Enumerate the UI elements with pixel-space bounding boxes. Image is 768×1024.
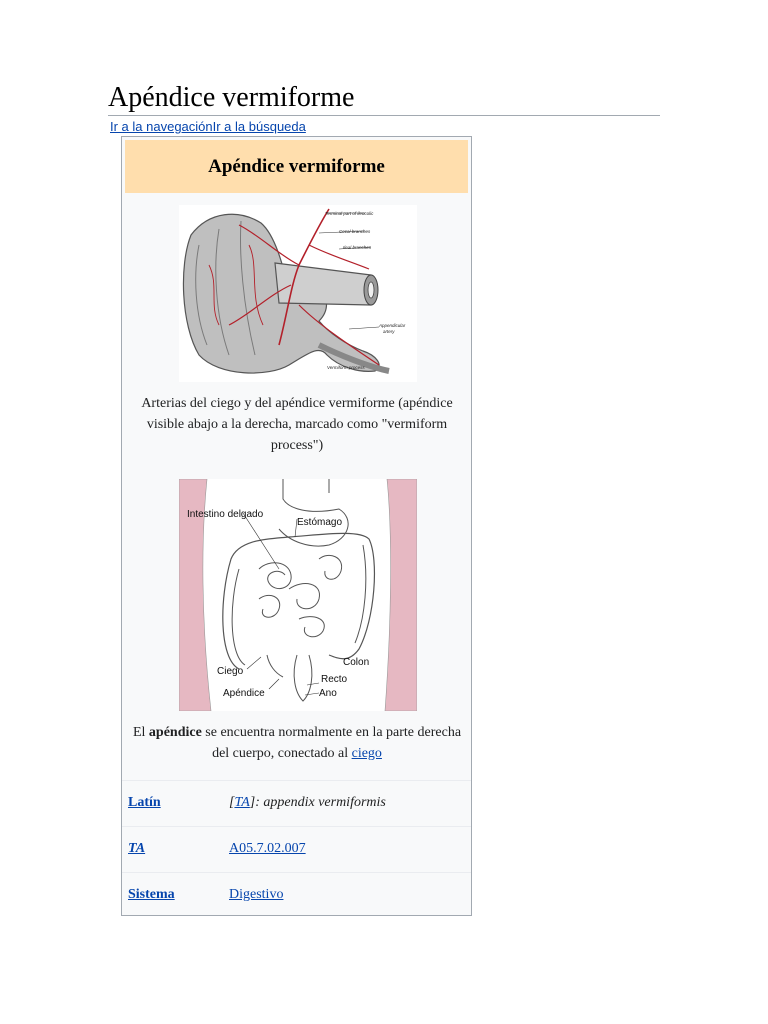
latin-value-prefix: [ — [229, 795, 235, 810]
image2-caption — [128, 722, 466, 764]
infobox-row-latin — [122, 781, 471, 826]
label-terminal-part: Terminal part of ileocolic — [325, 211, 374, 216]
latin-value — [229, 795, 386, 811]
ta-label-link[interactable]: TA — [128, 841, 146, 856]
label-ano: Ano — [319, 688, 337, 699]
ciego-link[interactable]: ciego — [351, 746, 382, 761]
label-ileal-branches: Ileal branches — [343, 245, 372, 250]
label-cecal-branches: Cecal branches — [339, 229, 371, 234]
image1-caption: Arterias del ciego y del apéndice vermiforme (apéndice visible abajo a la derecha, marcado como "vermiform process") — [141, 396, 453, 453]
page-title: Apéndice vermiforme — [108, 82, 355, 113]
digestive-diagram-illustration — [179, 479, 417, 711]
infobox — [121, 136, 472, 916]
cecum-arteries-illustration — [179, 205, 417, 382]
ta-link[interactable]: TA — [234, 795, 250, 810]
label-apendice: Apéndice — [223, 688, 265, 699]
sistema-value — [229, 887, 283, 903]
digestive-diagram-image[interactable] — [179, 479, 417, 711]
skip-to-search-link[interactable]: Ir a la búsqueda — [212, 119, 306, 134]
ta-value — [229, 841, 306, 857]
skip-links — [110, 119, 306, 134]
infobox-row-sistema — [122, 873, 471, 918]
caption2-bold-term: apéndice — [148, 725, 202, 740]
caption2-text-pre: El — [132, 725, 149, 740]
label-recto: Recto — [321, 674, 348, 685]
caption2-text-mid: se encuentra normalmente en la parte derecha del cuerpo, conectado al — [201, 725, 462, 761]
digestivo-link[interactable]: Digestivo — [229, 887, 284, 902]
label-artery: artery — [383, 329, 395, 334]
sistema-label-link[interactable]: Sistema — [128, 887, 175, 902]
cecum-arteries-image[interactable] — [179, 205, 417, 382]
label-ciego: Ciego — [217, 666, 244, 677]
label-estomago: Estómago — [297, 517, 343, 528]
label-colon: Colon — [343, 657, 370, 668]
label-appendicular: Appendicular — [379, 323, 406, 328]
ta-code-link[interactable]: A05.7.02.007 — [229, 841, 306, 856]
label-intestino-delgado: Intestino delgado — [187, 509, 264, 520]
latin-label-link[interactable]: Latín — [128, 795, 161, 810]
infobox-row-ta — [122, 827, 471, 872]
label-vermiform-process: Vermiform process — [327, 365, 365, 370]
title-divider — [108, 115, 660, 116]
infobox-header: Apéndice vermiforme — [125, 140, 468, 193]
latin-value-suffix: ]: appendix vermiformis — [249, 795, 386, 810]
skip-to-navigation-link[interactable]: Ir a la navegación — [110, 119, 213, 134]
